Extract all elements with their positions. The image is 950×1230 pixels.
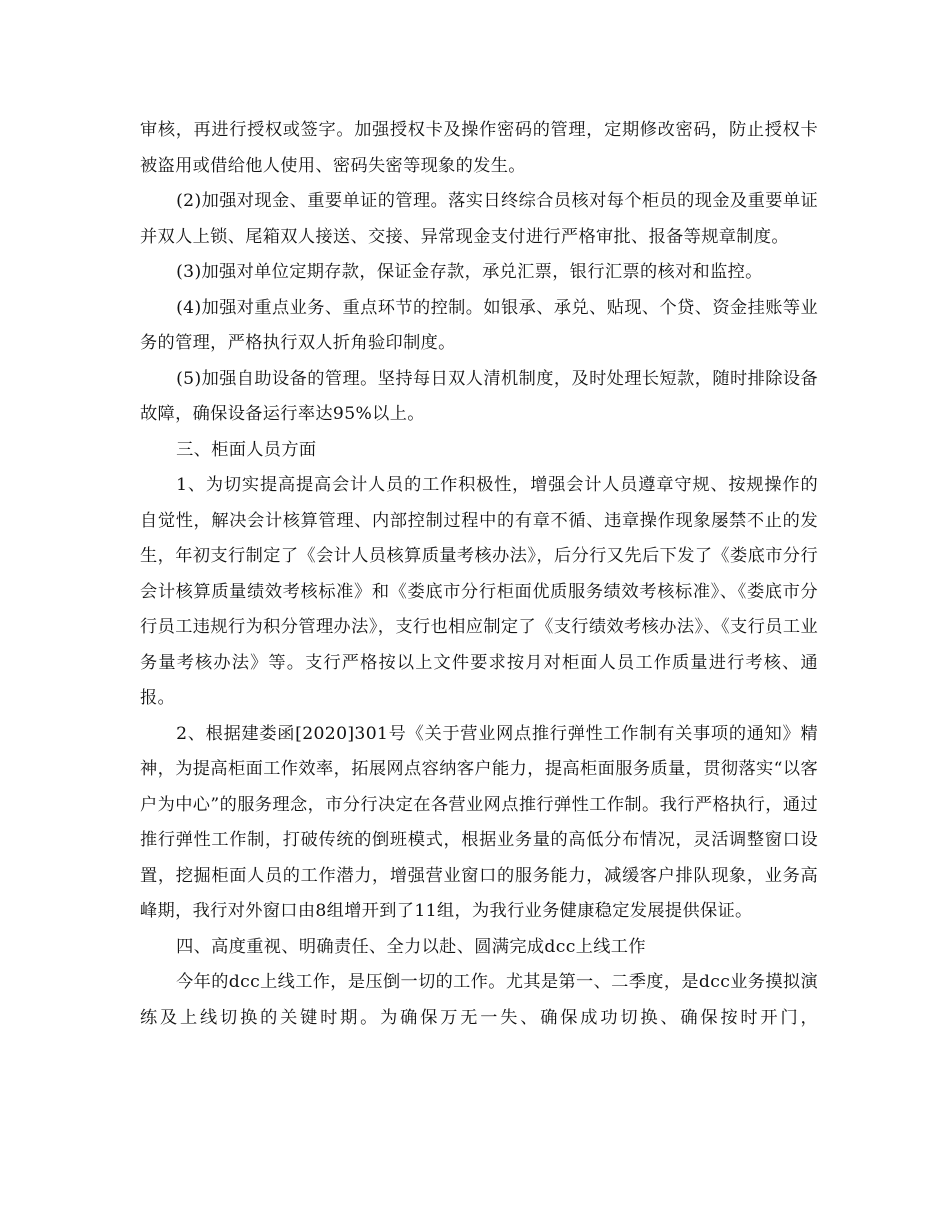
document-body <box>140 113 818 1036</box>
paragraph-performance-assessment: 1、为切实提高提高会计人员的工作积极性，增强会计人员遵章守规、按规操作的自觉性，解决会计核算管理、内部控制过程中的有章不循、违章操作现象屡禁不止的发生，年初支行制定了《会计人员核算质量考核办法》，后分行又先后下发了《娄底市分行会计核算质量绩效考核标准》和《娄底市分行柜面优质服务绩效考核标准》、《娄底市分行员工违规行为积分管理办法》，支行也相应制定了《支行绩效考核办法》、《支行员工业务量考核办法》等。支行严格按以上文件要求按月对柜面人员工作质量进行考核、通报。 <box>140 475 818 708</box>
paragraph-flexible-working: 2、根据建娄函[2020]301号《关于营业网点推行弹性工作制有关事项的通知》精神，为提高柜面工作效率，拓展网点容纳客户能力，提高柜面服务质量，贯彻落实“以客户为中心”的服务理念，市分行决定在各营业网点推行弹性工作制。我行严格执行，通过推行弹性工作制，打破传统的倒班模式，根据业务量的高低分布情况，灵活调整窗口设置，挖掘柜面人员的工作潜力，增强营业窗口的服务能力，减缓客户排队现象，业务高峰期，我行对外窗口由8组增开到了11组，为我行业务健康稳定发展提供保证。 <box>140 723 818 921</box>
paragraph-cash-voucher-management: (2)加强对现金、重要单证的管理。落实日终综合员核对每个柜员的现金及重要单证并双人上锁、尾箱双人接送、交接、异常现金支付进行严格审批、报备等规章制度。 <box>140 191 818 247</box>
paragraph-dcc-launch-work: 今年的dcc上线工作，是压倒一切的工作。尤其是第一、二季度，是dcc业务摸拟演练及上线切换的关键时期。为确保万无一失、确保成功切换、确保按时开门， <box>140 972 818 1028</box>
paragraph-deposit-monitoring: (3)加强对单位定期存款，保证金存款，承兑汇票，银行汇票的核对和监控。 <box>176 262 763 282</box>
paragraph-authorization-control: 审核，再进行授权或签字。加强授权卡及操作密码的管理，定期修改密码，防止授权卡被盗用或借给他人使用、密码失密等现象的发生。 <box>140 120 818 176</box>
section-heading-dcc-launch: 四、高度重视、明确责任、全力以赴、圆满完成dcc上线工作 <box>176 936 646 957</box>
section-heading-counter-staff: 三、柜面人员方面 <box>176 439 317 460</box>
paragraph-key-business-control: (4)加强对重点业务、重点环节的控制。如银承、承兑、贴现、个贷、资金挂账等业务的管理，严格执行双人折角验印制度。 <box>140 297 818 353</box>
paragraph-self-service-equipment: (5)加强自助设备的管理。坚持每日双人清机制度，及时处理长短款，随时排除设备故障，确保设备运行率达95%以上。 <box>140 368 818 424</box>
